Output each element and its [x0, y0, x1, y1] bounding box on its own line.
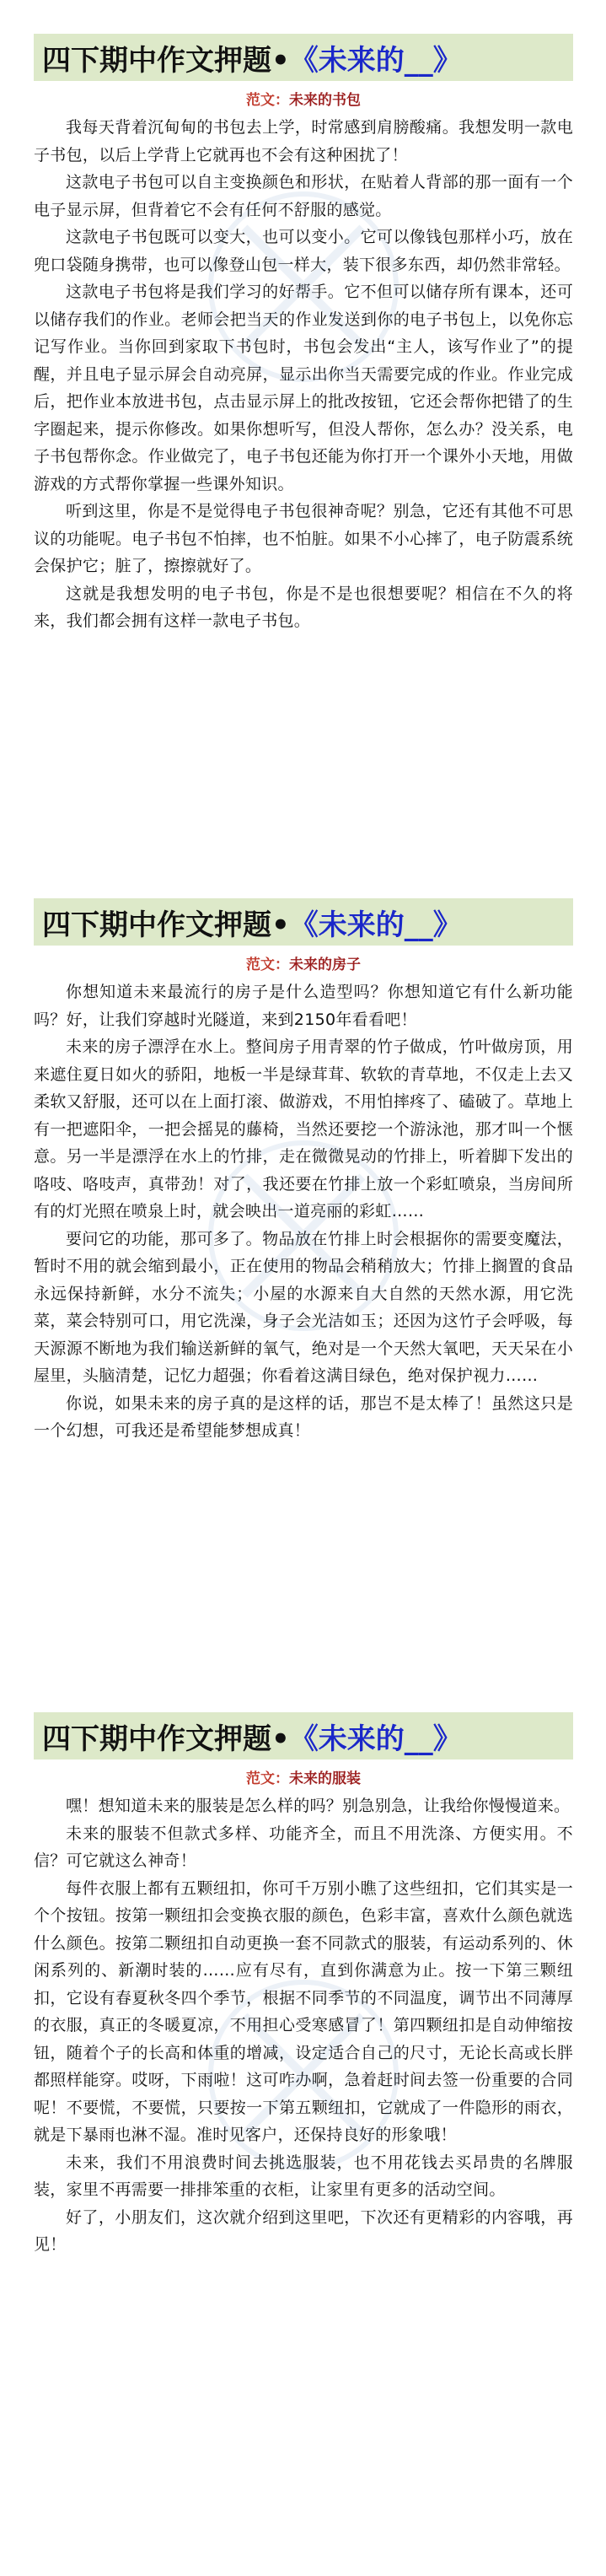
paragraph: 嘿！想知道未来的服装是怎么样的吗？别急别急，让我给你慢慢道来。: [66, 1797, 571, 1815]
paragraph: 未来的服装不但款式多样、功能齐全，而且不用洗涤、方便实用。不信？可它就这么神奇！: [34, 1824, 573, 1870]
article-house: [34, 898, 573, 1445]
title-topic: 《未来的__》: [289, 908, 462, 942]
article-title: [34, 34, 573, 81]
article-title: [34, 898, 573, 946]
subtitle-name: 未来的服装: [289, 1770, 361, 1787]
article-clothing: [34, 1712, 573, 2259]
subtitle-label: 范文：: [246, 957, 289, 973]
title-prefix: 四下期中作文押题•: [42, 43, 290, 78]
title-prefix: 四下期中作文押题•: [42, 908, 290, 942]
subtitle-name: 未来的书包: [289, 92, 361, 109]
paragraph: 好了，小朋友们，这次就介绍到这里吧，下次还有更精彩的内容哦，再见！: [34, 2207, 573, 2254]
article-subtitle: [34, 88, 573, 109]
subtitle-name: 未来的房子: [289, 957, 361, 973]
title-topic: 《未来的__》: [289, 1722, 462, 1756]
paragraph: 每件衣服上都有五颗纽扣，你可千万别小瞧了这些纽扣，它们其实是一个个按钮。按第一颗纽扣会变换衣服的颜色，色彩丰富，喜欢什么颜色就选什么颜色。按第二颗纽扣自动更换一套不同款式的服装，有运动系列的、休闲系列的、新潮时装的……应有尽有，直到你满意为止。按一下第三颗纽扣，它设有春夏秋冬四个季节，根据不同季节的不同温度，调节出不同薄厚的衣服，真正的冬暖夏凉，不用担心受寒感冒了！第四颗纽扣是自动伸缩按钮，随着个子的长高和体重的增减，设定适合自己的尺寸，无论长高或长胖都照样能穿。哎呀，下雨啦！这可咋办啊，急着赶时间去签一份重要的合同呢！不要慌，不要慌，只要按一下第五颗纽扣，它就成了一件隐形的雨衣，就是下暴雨也淋不湿。准时见客户，还保持良好的形象哦！: [34, 1878, 573, 2144]
paragraph: 未来的房子漂浮在水上。整间房子用青翠的竹子做成，竹叶做房顶，用来遮住夏日如火的骄阳，地板一半是绿茸茸、软软的青草地，不仅走上去又柔软又舒服，还可以在上面打滚、做游戏，不用怕摔疼了、磕破了。草地上有一把遮阳伞，一把会摇晃的藤椅，当然还要挖一个游泳池，那才叫一个惬意。另一半是漂浮在水上的竹排，走在微微晃动的竹排上，听着脚下发出的咯吱、咯吱声，真带劲！对了，我还要在竹排上放一个彩虹喷泉，当房间所有的灯光照在喷泉上时，就会映出一道亮丽的彩虹……: [34, 1037, 573, 1221]
paragraph: 未来，我们不用浪费时间去挑选服装，也不用花钱去买昂贵的名牌服装，家里不再需要一排排笨重的衣柜，让家里有更多的活动空间。: [34, 2153, 573, 2199]
paragraph: 这就是我想发明的电子书包，你是不是也很想要呢？相信在不久的将来，我们都会拥有这样一款电子书包。: [34, 584, 573, 630]
title-topic: 《未来的__》: [289, 43, 462, 78]
article-title: [34, 1712, 573, 1760]
paragraph: 要问它的功能，那可多了。物品放在竹排上时会根据你的需要变魔法，暂时不用的就会缩到最小，正在使用的物品会稍稍放大；竹排上搁置的食品永远保持新鲜，水分不流失；小屋的水源来自大自然的天然水源，用它洗菜，菜会特别可口，用它洗澡，身子会光洁如玉；还因为这竹子会呼吸，每天源源不断地为我们输送新鲜的氧气，绝对是一个天然大氧吧，天天呆在小屋里，头脑清楚，记忆力超强；你看着这满目绿色，绝对保护视力……: [34, 1229, 573, 1385]
paragraph: 听到这里，你是不是觉得电子书包很神奇呢？别急，它还有其他不可思议的功能呢。电子书包不怕摔，也不怕脏。如果不小心摔了，电子防震系统会保护它；脏了，擦擦就好了。: [34, 502, 573, 575]
paragraph: 这款电子书包既可以变大，也可以变小。它可以像钱包那样小巧，放在兜口袋随身携带，也可以像登山包一样大，装下很多东西，却仍然非常轻。: [34, 228, 573, 274]
paragraph: 你说，如果未来的房子真的是这样的话，那岂不是太棒了！虽然这只是一个幻想，可我还是希望能梦想成真！: [34, 1393, 573, 1440]
paragraph: 我每天背着沉甸甸的书包去上学，时常感到肩膀酸痛。我想发明一款电子书包，以后上学背上它就再也不会有这种困扰了！: [34, 118, 573, 164]
title-prefix: 四下期中作文押题•: [42, 1722, 290, 1756]
article-schoolbag: [34, 34, 573, 635]
paragraph: 你想知道未来最流行的房子是什么造型吗？你想知道它有什么新功能吗？好，让我们穿越时光隧道，来到2150年看看吧！: [34, 983, 573, 1029]
subtitle-label: 范文：: [246, 1770, 289, 1787]
article-subtitle: [34, 952, 573, 973]
paragraph: 这款电子书包可以自主变换颜色和形状，在贴着人背部的那一面有一个电子显示屏，但背着它不会有任何不舒服的感觉。: [34, 173, 573, 219]
article-subtitle: [34, 1766, 573, 1787]
subtitle-label: 范文：: [246, 92, 289, 109]
paragraph: 这款电子书包将是我们学习的好帮手。它不但可以储存所有课本，还可以储存我们的作业。老师会把当天的作业发送到你的电子书包上，以免你忘记写作业。当你回到家取下书包时，书包会发出“主人，该写作业了”的提醒，并且电子显示屏会自动亮屏，显示出你当天需要完成的作业。作业完成后，把作业本放进书包，点击显示屏上的批改按钮，它还会帮你把错了的生字圈起来，提示你修改。如果你想听写，但没人帮你，怎么办？没关系，电子书包帮你念。作业做完了，电子书包还能为你打开一个课外小天地，用做游戏的方式帮你掌握一些课外知识。: [34, 283, 573, 493]
